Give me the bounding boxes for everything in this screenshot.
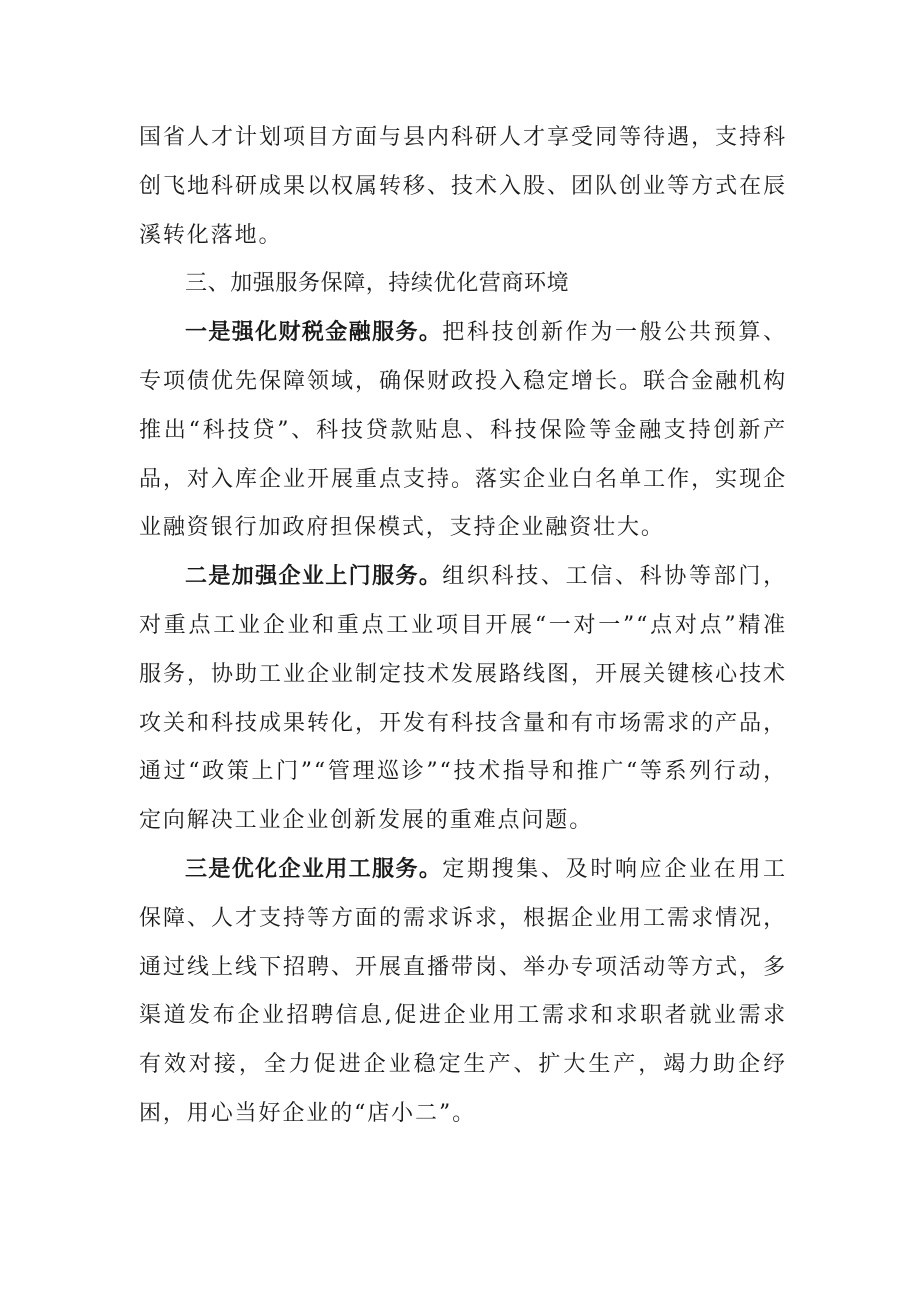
paragraph-continuation [139, 114, 787, 260]
paragraph-lead: 二是加强企业上门服务。 [185, 564, 443, 590]
document-body [139, 114, 787, 1139]
paragraph-lead: 一是强化财税金融服务。 [185, 320, 443, 346]
paragraph-text: 国省人才计划项目方面与县内科研人才享受同等待遇，支持科创飞地科研成果以权属转移、技术入股、团队创业等方式在辰溪转化落地。 [139, 125, 787, 248]
paragraph-lead: 三是优化企业用工服务。 [185, 856, 443, 882]
paragraph-employment-service [139, 846, 787, 1139]
paragraph-text: 组织科技、工信、科协等部门，对重点工业企业和重点工业项目开展“一对一”“点对点”精准服务，协助工业企业制定技术发展路线图，开展关键核心技术攻关和科技成果转化，开发有科技含量和有市场需求的产品，通过“政策上门”“管理巡诊”“技术指导和推广“等系列行动，定向解决工业企业创新发展的重难点问题。 [139, 564, 787, 834]
paragraph-onsite-service [139, 553, 787, 846]
paragraph-text: 定期搜集、及时响应企业在用工保障、人才支持等方面的需求诉求，根据企业用工需求情况，通过线上线下招聘、开展直播带岗、举办专项活动等方式，多渠道发布企业招聘信息,促进企业用工需求和求职者就业需求有效对接，全力促进企业稳定生产、扩大生产，竭力助企纾困，用心当好企业的“店小二”。 [139, 856, 787, 1126]
paragraph-finance-service [139, 309, 787, 553]
paragraph-text: 把科技创新作为一般公共预算、专项债优先保障领域，确保财政投入稳定增长。联合金融机构推出“科技贷”、科技贷款贴息、科技保险等金融支持创新产品，对入库企业开展重点支持。落实企业白名单工作，实现企业融资银行加政府担保模式，支持企业融资壮大。 [139, 320, 787, 541]
section-heading-3: 三、加强服务保障，持续优化营商环境 [185, 271, 570, 297]
